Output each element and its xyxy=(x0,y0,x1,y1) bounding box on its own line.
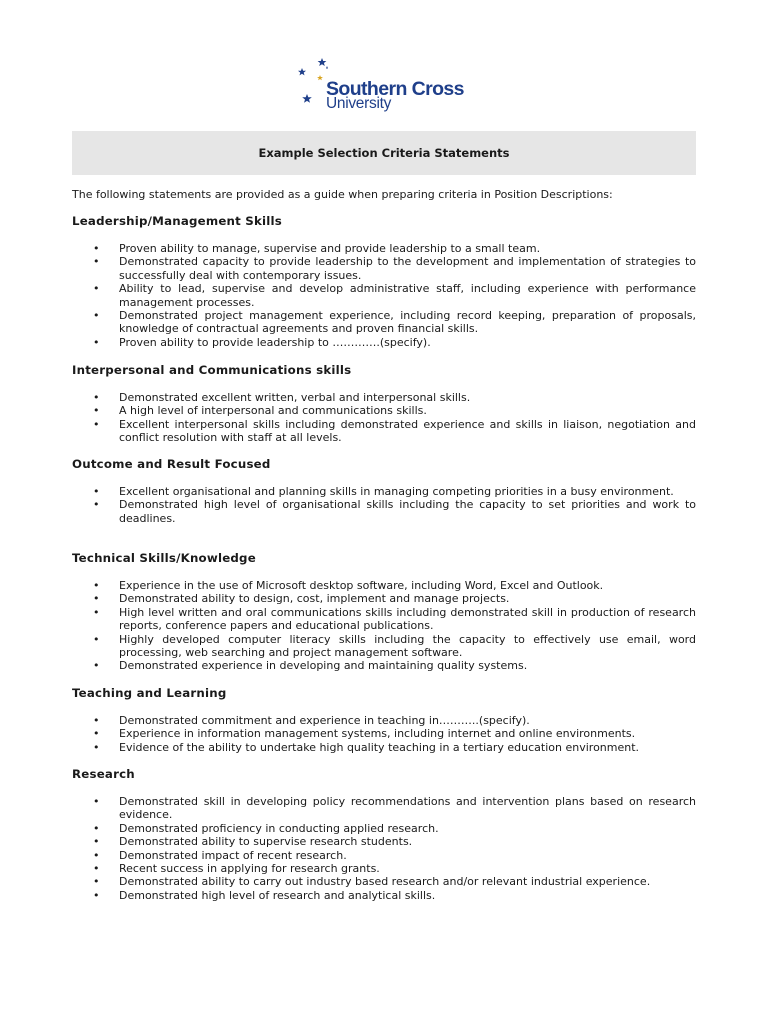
list-item: • Proven ability to manage, supervise and provide leadership to a small team. xyxy=(72,242,696,255)
list-item: • Demonstrated ability to design, cost, implement and manage projects. xyxy=(72,592,696,605)
list-item: • Demonstrated ability to supervise research students. xyxy=(72,835,696,848)
list-item: • High level written and oral communications skills including demonstrated skill in production of research reports, conference papers and educational publications. xyxy=(72,606,696,633)
section-heading: Interpersonal and Communications skills xyxy=(72,363,352,377)
document-title: Example Selection Criteria Statements xyxy=(258,146,510,160)
criteria-list xyxy=(72,579,696,673)
list-item: • Demonstrated ability to carry out industry based research and/or relevant industrial experience. xyxy=(72,875,696,888)
section-technical-skills xyxy=(72,551,696,673)
section-teaching-learning xyxy=(72,686,696,754)
section-heading: Leadership/Management Skills xyxy=(72,214,282,228)
list-item: • Ability to lead, supervise and develop administrative staff, including experience with performance management processes. xyxy=(72,282,696,309)
criteria-list xyxy=(72,391,696,445)
section-leadership-management xyxy=(72,214,696,349)
list-item: • Experience in the use of Microsoft desktop software, including Word, Excel and Outlook. xyxy=(72,579,696,592)
list-item: • Excellent organisational and planning skills in managing competing priorities in a busy environment. xyxy=(72,485,696,498)
list-item: • Demonstrated impact of recent research. xyxy=(72,849,696,862)
criteria-list xyxy=(72,714,696,754)
list-item: • Highly developed computer literacy skills including the capacity to effectively use email, word processing, web searching and project management software. xyxy=(72,633,696,660)
list-item: • Demonstrated experience in developing and maintaining quality systems. xyxy=(72,659,696,672)
list-item: • Demonstrated high level of organisational skills including the capacity to set priorities and work to deadlines. xyxy=(72,498,696,525)
section-heading: Technical Skills/Knowledge xyxy=(72,551,256,565)
criteria-list xyxy=(72,795,696,902)
university-logo xyxy=(296,56,496,116)
logo-text-southern-cross: Southern Cross xyxy=(326,78,464,100)
list-item: • Demonstrated capacity to provide leadership to the development and implementation of strategies to successfully deal with contemporary issues. xyxy=(72,255,696,282)
section-interpersonal-communications xyxy=(72,363,696,445)
list-item: • Demonstrated project management experience, including record keeping, preparation of proposals, knowledge of contractual agreements and proven financial skills. xyxy=(72,309,696,336)
section-heading: Outcome and Result Focused xyxy=(72,457,271,471)
list-item: • Experience in information management systems, including internet and online environments. xyxy=(72,727,696,740)
list-item: • Excellent interpersonal skills including demonstrated experience and skills in liaison, negotiation and conflict resolution with staff at all levels. xyxy=(72,418,696,445)
list-item: • Demonstrated excellent written, verbal and interpersonal skills. xyxy=(72,391,696,404)
southern-cross-stars-icon xyxy=(296,56,328,111)
list-item: • Demonstrated skill in developing policy recommendations and intervention plans based on research evidence. xyxy=(72,795,696,822)
intro-paragraph: The following statements are provided as a guide when preparing criteria in Position Descriptions: xyxy=(72,188,613,201)
list-item: • Demonstrated proficiency in conducting applied research. xyxy=(72,822,696,835)
section-research xyxy=(72,767,696,902)
list-item: • A high level of interpersonal and communications skills. xyxy=(72,404,696,417)
criteria-list xyxy=(72,485,696,525)
list-item: • Recent success in applying for research grants. xyxy=(72,862,696,875)
list-item: • Proven ability to provide leadership to ………….(specify). xyxy=(72,336,696,349)
list-item: • Demonstrated commitment and experience in teaching in………..(specify). xyxy=(72,714,696,727)
title-banner xyxy=(72,131,696,175)
section-heading: Research xyxy=(72,767,135,781)
section-heading: Teaching and Learning xyxy=(72,686,227,700)
list-item: • Demonstrated high level of research and analytical skills. xyxy=(72,889,696,902)
section-outcome-result xyxy=(72,457,696,525)
criteria-list xyxy=(72,242,696,349)
list-item: • Evidence of the ability to undertake high quality teaching in a tertiary education environment. xyxy=(72,741,696,754)
logo-text-university: University xyxy=(326,95,392,112)
